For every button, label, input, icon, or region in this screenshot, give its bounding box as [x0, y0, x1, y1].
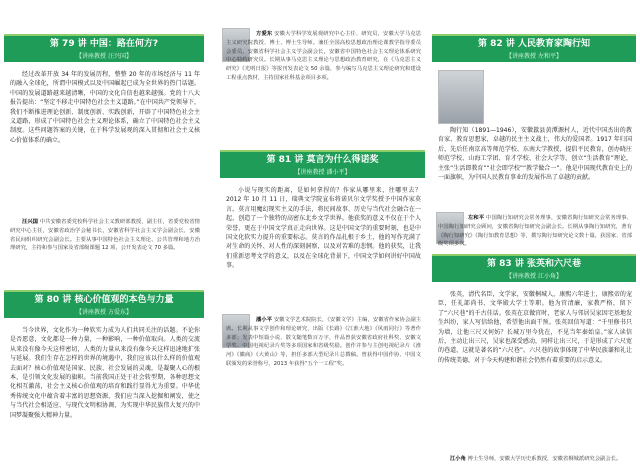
bio-text: 中共安徽省委党校科学社会主义教研部教授，副主任，省委党校省情研究中心主任，安徽省政治学会秘书长，安徽省科学社会主义学会副会长，安徽省民间组织研究会副会长。主要从事中国特色社会主义理论、公共管理和地方治理研究，主持和参与国家及省部级课题 12 项，公开发表论文 70 多篇。: [10, 219, 200, 252]
lecture-83-title: 第 83 讲 张英和六尺巷: [487, 259, 581, 269]
lecture-83-lecturer: 【讲座教授 江小角】: [506, 273, 562, 280]
pan-bio: [226, 316, 421, 472]
lecture-83-banner: [432, 254, 636, 282]
lecture-79-banner: [4, 34, 204, 62]
lecture-82-banner: [432, 34, 636, 62]
jiang-bio: [438, 455, 632, 473]
lecture-79-body: 经过改革开放 34 年的发展历程，整整 20 年的市场经济与 11 年的融入全球化，所谓中国模式以及中国崛起已成为全世界的热门话题。中国的发展道路越来越清晰，中国的文化自信也越来越强。党的十八大报告提出：“坚定不移走中国特色社会主义道路。”在中国共产党领导下，我们不断推进理论创新、制度创新、实践创新，开辟了中国特色社会主义道路，形成了中国特色社会主义理论体系，确立了中国特色社会主义制度。这些问题答案的关键，在于科学发展观的深入贯彻和社会主义核心价值体系的确立。: [10, 71, 200, 144]
column-middle: [220, 0, 425, 475]
lecture-82-lecturer: 【讲座教授 左和平】: [506, 53, 562, 60]
lecture-81-banner: [220, 150, 425, 178]
fang-bio: [226, 30, 421, 148]
lecture-82-body: 陶行知（1891—1946），安徽歙县黄潭源村人，近代中国杰出的教育家、教育思想家，卓越的民主主义战士，伟大的爱国者。1917 年归国后，先后任南京高等师范学校、东南大学教授，提倡平民教育，创办晓庄师范学校、山海工学团、育才学校、社会大学等，创立“生活教育”理论，主张“生活即教育”“社会即学校”“教学做合一”。他是中国现代教育史上的一面旗帜，为中国人民教育事业的发展作出了卓越的贡献。: [438, 127, 632, 182]
bio-name: 江小角: [450, 456, 466, 462]
bio-text: 博士生导师，安徽大学历史系教授，安徽省桐城派研究会副会长。: [467, 456, 622, 462]
lecture-80-body: 当今世界，文化作为一种软实力成为人们共同关注的话题。不论你是否愿意，文化都是一种力量，一种影响，一种价值取向。人类的交流从来没有像今天这样密切，人类的力量从来没有像今天这样迅速地扩张与延展。我们生存在怎样的世界的境遇中，我们应该以什么样的价值观去面对？核心价值观是国家、民族、社会发展的灵魂，是凝聚人心的根本，是引领文化发展的旗帜。当前我国正处于社会转型期，各种思想文化相互激荡，社会主义核心价值观的培育和践行显得尤为重要。中华优秀传统文化中蕴含着丰富的思想资源，我们应当深入挖掘和阐发，使之与当代社会相适应、与现代文明相协调，为实现中华民族伟大复兴的中国梦凝聚强大精神力量。: [10, 327, 200, 419]
lecture-79-lecturer: 【讲座教授 汪兴国】: [76, 53, 132, 60]
lecture-81-lecturer: 【讲座教授 潘小平】: [294, 169, 351, 176]
column-left: [4, 0, 204, 475]
lecture-82-title: 第 82 讲 人民教育家陶行知: [478, 39, 590, 49]
portrait-tao-xingzhi: [438, 70, 484, 124]
lecture-83-body: 张英，清代名臣，文学家，安徽桐城人，康熙六年进士，康熙帝的宠臣，任礼部尚书、文华殿大学士等职。他为官清廉，家教严格，留下了“六尺巷”的千古佳话。张英在京做官时，老家人与邻居吴家因宅基地发生纠纷，家人写信给他，希望他出面干预。张英回信写道：“千里修书只为墙，让他三尺又何妨？长城万里今犹在，不见当年秦始皇。”家人读信后，主动让出三尺，吴家也深受感动，同样让出三尺，于是形成了六尺宽的巷道，这就是著名的“六尺巷”。六尺巷的故事体现了中华民族谦和礼让的传统美德，对于今天构建和谐社会仍然有着重要的启示意义。: [438, 291, 632, 364]
lecture-79-title: 第 79 讲 中国：路在何方?: [49, 39, 159, 49]
lecture-81-body: 小说与现实的距离，是如何拿捏的？作家从哪里来，往哪里去？2012 年 10 月 11 日，瑞典文学院宣布将诺贝尔文学奖授予中国作家莫言。莫言用魔幻现实主义的手法，将民间故事、历史与当代社会融合在一起，创造了一个独特的高密东北乡文学世界。他获奖的意义不仅在于个人荣誉，更在于中国文学真正走向世界。这是中国文学的重要时刻，也是中国文化软实力提升的重要标志。莫言的作品扎根于乡土，他的写作充满了对生命的关怀、对人性的深刻洞察，以及对苦难的悲悯。他的获奖，让我们重新思考文学的意义，以及在全球化背景下，中国文学如何讲好中国故事。: [226, 187, 421, 270]
bio-text: 安徽文学艺术院院长，《安徽文学》主编，安徽省作家协会副主席。长期从事文学创作和理论研究，出版《长路》《江淮大地》《风雨同行》等著作多部；发表中短篇小说、散文随笔数百万字，作品曾获安徽省政府社科奖、安徽文学奖、中国电视纪录片奖等多项国家和省级奖励。创作并参与主创电视纪录片《淮河》《徽商》《大黄山》等，担任多部大型纪录片总撰稿。曾获得中国作协、中国文联颁发的荣誉称号，2013 年获得“五个一工程”奖。: [226, 317, 421, 367]
lecture-80-title: 第 80 讲 核心价值观的本色与力量: [34, 295, 174, 305]
bio-name: 方爱东: [256, 31, 273, 37]
lecture-79-bio: [10, 218, 200, 276]
bio-name: 汪兴国: [22, 219, 39, 225]
lecture-80-banner: [4, 290, 204, 318]
lecture-81-title: 第 81 讲 莫言为什么得诺奖: [266, 155, 379, 165]
column-right: [432, 0, 636, 475]
bio-name: 左和平: [468, 215, 485, 221]
bio-name: 潘小平: [256, 317, 273, 323]
bio-text: 中国陶行知研究会常务理事，安徽省陶行知研究会常务理事、中国陶行知研究会顾问，安徽省陶行知研究会副会长。长期从事陶行知研究，著有《陶行知研究》《陶行知教育思想》等，撰写陶行知研究论文数十篇，获国家、省部级奖项多次。: [438, 215, 632, 248]
lecture-80-lecturer: 【讲座教授 方爱东】: [76, 309, 132, 316]
bio-text: 安徽大学科学发展观研究中心主任、研究员，安徽大学马克思主义研究院教授、博士、博士生导师。兼任全国高校思想政治理论课教学指导委员会委员，安徽省科学社会主义学会副会长，安徽省中国特色社会主义理论体系研究中心特约研究员。长期从事马克思主义理论与思想政治教育研究，在《马克思主义研究》《光明日报》等报刊发表论文 50 余篇，参与编写马克思主义理论研究和建设工程重点教材，主持国家社科基金项目多项。: [226, 31, 421, 81]
